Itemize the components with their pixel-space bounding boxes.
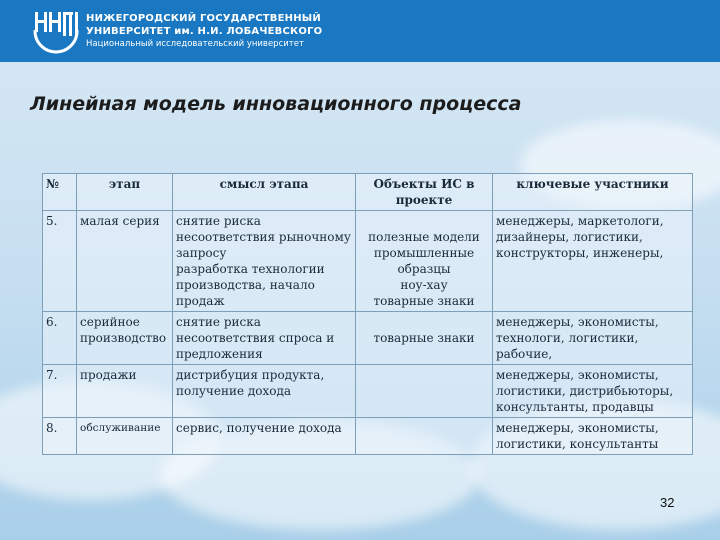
ip-object-line: полезные модели	[368, 230, 480, 244]
university-name-line1: НИЖЕГОРОДСКИЙ ГОСУДАРСТВЕННЫЙ	[86, 13, 321, 24]
participants-line: консультанты, продавцы	[496, 400, 654, 414]
meaning-cell	[173, 365, 356, 418]
ip-object-line: товарные знаки	[373, 331, 475, 345]
stage-cell	[77, 312, 173, 365]
ip-object-line: товарные знаки	[373, 294, 475, 308]
ip-objects-cell	[356, 312, 493, 365]
participants-cell	[493, 211, 693, 312]
row-number: 5.	[43, 211, 77, 312]
meaning-cell	[173, 211, 356, 312]
ip-object-line	[359, 314, 489, 330]
participants-cell	[493, 418, 693, 455]
stage-line: малая серия	[80, 214, 160, 228]
stage-cell	[77, 365, 173, 418]
stage-line: серийное	[80, 315, 140, 329]
row-number: 7.	[43, 365, 77, 418]
stage-line: производство	[80, 331, 167, 345]
meaning-line: несоответствия спроса и	[176, 331, 335, 345]
ip-object-line: промышленные	[373, 246, 475, 260]
ip-object-line	[359, 213, 489, 229]
table-row	[43, 211, 693, 312]
col-header-stage: этап	[77, 174, 173, 211]
university-header	[0, 0, 720, 62]
participants-line: менеджеры, экономисты,	[496, 368, 659, 382]
meaning-line: запросу	[176, 246, 227, 260]
participants-line: дизайнеры, логистики,	[496, 230, 643, 244]
innovation-stages-table	[42, 173, 693, 455]
row-number: 6.	[43, 312, 77, 365]
stage-cell	[77, 418, 173, 455]
meaning-line: продаж	[176, 294, 225, 308]
meaning-line: производства, начало	[176, 278, 315, 292]
participants-line: менеджеры, экономисты,	[496, 315, 659, 329]
participants-cell	[493, 365, 693, 418]
university-name	[86, 12, 322, 50]
participants-line: конструкторы, инженеры,	[496, 246, 664, 260]
ip-objects-cell	[356, 365, 493, 418]
meaning-line: дистрибуция продукта,	[176, 368, 325, 382]
table-row	[43, 312, 693, 365]
col-header-participants: ключевые участники	[493, 174, 693, 211]
meaning-line: снятие риска	[176, 315, 261, 329]
meaning-cell	[173, 312, 356, 365]
stage-line: продажи	[80, 368, 137, 382]
table-row	[43, 365, 693, 418]
participants-cell	[493, 312, 693, 365]
table-header-row	[43, 174, 693, 211]
university-name-line2: УНИВЕРСИТЕТ им. Н.И. ЛОБАЧЕВСКОГО	[86, 26, 323, 37]
row-number: 8.	[43, 418, 77, 455]
participants-line: менеджеры, маркетологи,	[496, 214, 664, 228]
meaning-line: получение дохода	[176, 384, 292, 398]
ip-object-line: ноу-хау	[400, 278, 448, 292]
ip-objects-cell	[356, 211, 493, 312]
participants-line: рабочие,	[496, 347, 553, 361]
ip-object-line: образцы	[397, 262, 451, 276]
table-row	[43, 418, 693, 455]
col-header-number: №	[43, 174, 77, 211]
meaning-line: снятие риска	[176, 214, 261, 228]
participants-line: менеджеры, экономисты,	[496, 421, 659, 435]
ip-objects-cell	[356, 418, 493, 455]
participants-line: логистики, дистрибьюторы,	[496, 384, 674, 398]
meaning-line: несоответствия рыночному	[176, 230, 351, 244]
page-number: 32	[660, 495, 675, 510]
stage-line: обслуживание	[80, 422, 161, 434]
meaning-line: сервис, получение дохода	[176, 421, 342, 435]
stage-cell	[77, 211, 173, 312]
university-subtitle: Национальный исследовательский университет	[86, 39, 304, 49]
participants-line: технологи, логистики,	[496, 331, 639, 345]
col-header-meaning: смысл этапа	[173, 174, 356, 211]
participants-line: логистики, консультанты	[496, 437, 659, 451]
col-header-ip-objects: Объекты ИС в проекте	[356, 174, 493, 211]
meaning-cell	[173, 418, 356, 455]
university-logo-icon	[32, 8, 80, 54]
meaning-line: предложения	[176, 347, 263, 361]
slide-title: Линейная модель инновационного процесса	[30, 93, 522, 115]
meaning-line: разработка технологии	[176, 262, 325, 276]
